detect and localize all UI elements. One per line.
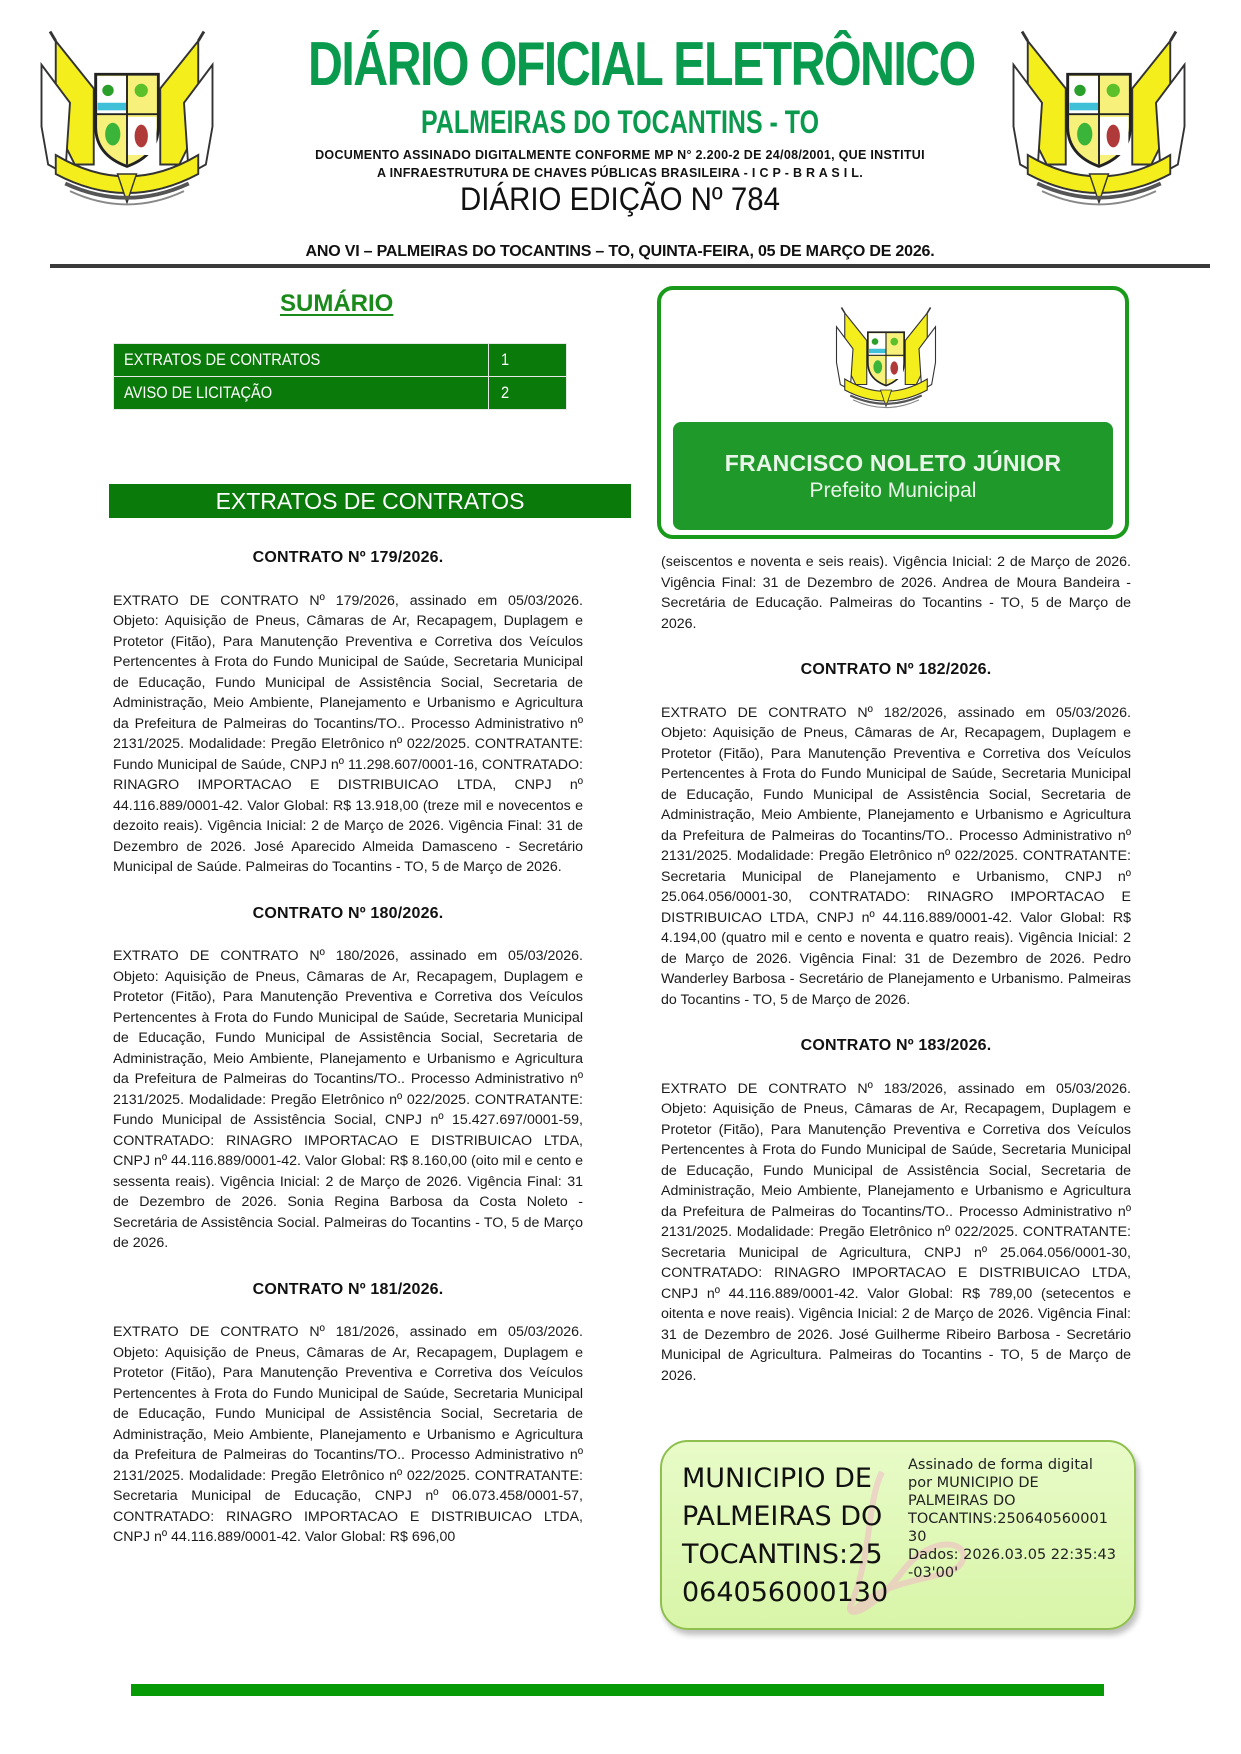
signature-line: -03'00' [908, 1565, 959, 1581]
coat-of-arms-left-icon [32, 22, 222, 212]
contract-body: EXTRATO DE CONTRATO Nº 183/2026, assinado em 05/03/2026. Objeto: Aquisição de Pneus, Câmaras de Ar, Recapagem, Duplagem e Protetor (Fitão), Para Manutenção Preventiva e Corretiva dos Veículos Pertencentes à Frota do Fundo Municipal de Saúde, Secretaria Municipal de Educação, Fundo Municipal de Assistência Social, Secretaria de Administração, Meio Ambiente, Planejamento e Urbanismo e Agricultura da Prefeitura de Palmeiras do Tocantins/TO.. Processo Administrativo nº 2131/2025. Modalidade: Pregão Eletrônico nº 022/2025. CONTRATANTE: Secretaria Municipal de Agricultura, CNPJ nº 25.064.056/0001-30, CONTRATADO: RINAGRO IMPORTACAO E DISTRIBUICAO LTDA, CNPJ nº 44.116.889/0001-42. Valor Global: R$ 789,00 (setecentos e oitenta e nove reais). Vigência Inicial: 2 de Março de 2026. Vigência Final: 31 de Dezembro de 2026. José Guilherme Ribeiro Barbosa - Secretário Municipal de Agricultura. Palmeiras do Tocantins - TO, 5 de Março de 2026. [661, 1080, 1131, 1384]
summary-row-page: 1 [501, 350, 510, 369]
signature-line: PALMEIRAS DO [908, 1493, 1016, 1509]
signature-line: por MUNICIPIO DE [908, 1475, 1039, 1491]
signature-line: Assinado de forma digital [908, 1457, 1093, 1473]
contract-body: EXTRATO DE CONTRATO Nº 182/2026, assinado em 05/03/2026. Objeto: Aquisição de Pneus, Câmaras de Ar, Recapagem, Duplagem e Protetor (Fitão), Para Manutenção Preventiva e Corretiva dos Veículos Pertencentes à Frota do Fundo Municipal de Saúde, Secretaria Municipal de Educação, Fundo Municipal de Assistência Social, Secretaria de Administração, Meio Ambiente, Planejamento e Urbanismo e Agricultura da Prefeitura de Palmeiras do Tocantins/TO.. Processo Administrativo nº 2131/2025. Modalidade: Pregão Eletrônico nº 022/2025. CONTRATANTE: Secretaria Municipal de Planejamento e Urbanismo, CNPJ nº 25.064.056/0001-30, CONTRATADO: RINAGRO IMPORTACAO E DISTRIBUICAO LTDA, CNPJ nº 44.116.889/0001-42. Valor Global: R$ 4.194,00 (quatro mil e cento e noventa e quatro reais). Vigência Inicial: 2 de Março de 2026. Vigência Final: 31 de Dezembro de 2026. Pedro Wanderley Barbosa - Secretário de Planejamento e Urbanismo. Palmeiras do Tocantins - TO, 5 de Março de 2026. [661, 704, 1131, 1008]
coat-of-arms-right-icon [1004, 22, 1194, 212]
legal-notice-line-2: A INFRAESTRUTURA DE CHAVES PÚBLICAS BRASILEIRA - I C P - B R A S I L. [377, 166, 863, 180]
legal-notice [200, 146, 1040, 182]
mayor-name: FRANCISCO NOLETO JÚNIOR [724, 450, 1062, 476]
section-banner-extratos: EXTRATOS DE CONTRATOS [109, 484, 631, 518]
summary-row[interactable] [114, 377, 567, 410]
header-divider [50, 264, 1210, 268]
mayor-banner [673, 422, 1113, 530]
signer-name-large: MUNICIPIO DE PALMEIRAS DO TOCANTINS:25 064056000130 [682, 1463, 889, 1608]
summary-row[interactable] [114, 344, 567, 377]
right-column [661, 552, 1131, 1386]
summary-row-label[interactable]: EXTRATOS DE CONTRATOS [124, 350, 321, 369]
contract-heading: CONTRATO Nº 182/2026. [800, 661, 992, 678]
contract-body: EXTRATO DE CONTRATO Nº 180/2026, assinado em 05/03/2026. Objeto: Aquisição de Pneus, Câmaras de Ar, Recapagem, Duplagem e Protetor (Fitão), Para Manutenção Preventiva e Corretiva dos Veículos Pertencentes à Frota do Fundo Municipal de Saúde, Secretaria Municipal de Educação, Fundo Municipal de Assistência Social, Secretaria de Administração, Meio Ambiente, Planejamento e Urbanismo e Agricultura da Prefeitura de Palmeiras do Tocantins/TO.. Processo Administrativo nº 2131/2025. Modalidade: Pregão Eletrônico nº 022/2025. CONTRATANTE: Fundo Municipal de Assistência Social, CNPJ nº 15.427.697/0001-59, CONTRATADO: RINAGRO IMPORTACAO E DISTRIBUICAO LTDA, CNPJ nº 44.116.889/0001-42. Valor Global: R$ 8.160,00 (oito mil e cento e sessenta reais). Vigência Inicial: 2 de Março de 2026. Vigência Final: 31 de Dezembro de 2026. Sonia Regina Barbosa da Costa Noleto - Secretária de Assistência Social. Palmeiras do Tocantins - TO, 5 de Março de 2026. [113, 948, 583, 1251]
left-column [113, 548, 583, 1548]
contract-body: EXTRATO DE CONTRATO Nº 179/2026, assinado em 05/03/2026. Objeto: Aquisição de Pneus, Câmaras de Ar, Recapagem, Duplagem e Protetor (Fitão), Para Manutenção Preventiva e Corretiva dos Veículos Pertencentes à Frota do Fundo Municipal de Saúde, Secretaria Municipal de Educação, Fundo Municipal de Assistência Social, Secretaria de Administração, Meio Ambiente, Planejamento e Urbanismo e Agricultura da Prefeitura de Palmeiras do Tocantins/TO.. Processo Administrativo nº 2131/2025. Modalidade: Pregão Eletrônico nº 022/2025. CONTRATANTE: Fundo Municipal de Saúde, CNPJ nº 11.298.607/0001-16, CONTRATADO: RINAGRO IMPORTACAO E DISTRIBUICAO LTDA, CNPJ nº 44.116.889/0001-42. Valor Global: R$ 13.918,00 (treze mil e novecentos e dezoito reais). Vigência Inicial: 2 de Março de 2026. Vigência Final: 31 de Dezembro de 2026. José Aparecido Almeida Damasceno - Secretário Municipal de Saúde. Palmeiras do Tocantins - TO, 5 de Março de 2026. [113, 592, 583, 875]
contract-heading: CONTRATO Nº 179/2026. [252, 549, 444, 566]
contract-heading: CONTRATO Nº 183/2026. [800, 1037, 992, 1054]
signature-line: Dados: 2026.03.05 22:35:43 [908, 1547, 1116, 1563]
summary-title: SUMÁRIO [280, 290, 394, 317]
masthead-title: DIÁRIO OFICIAL ELETRÔNICO [308, 30, 975, 99]
summary-table [113, 343, 567, 410]
dateline: ANO VI – PALMEIRAS DO TOCANTINS – TO, QUINTA-FEIRA, 05 DE MARÇO DE 2026. [305, 243, 935, 260]
footer-rule [131, 1684, 1104, 1696]
signature-details [908, 1456, 1130, 1582]
contract-heading: CONTRATO Nº 180/2026. [252, 904, 444, 922]
legal-notice-line-1: DOCUMENTO ASSINADO DIGITALMENTE CONFORME MP N° 2.200-2 DE 24/08/2001, QUE INSTITUI [315, 148, 925, 162]
contract-body: EXTRATO DE CONTRATO Nº 181/2026, assinado em 05/03/2026. Objeto: Aquisição de Pneus, Câmaras de Ar, Recapagem, Duplagem e Protetor (Fitão), Para Manutenção Preventiva e Corretiva dos Veículos Pertencentes à Frota do Fundo Municipal de Saúde, Secretaria Municipal de Educação, Fundo Municipal de Assistência Social, Secretaria de Administração, Meio Ambiente, Planejamento e Urbanismo e Agricultura da Prefeitura de Palmeiras do Tocantins/TO.. Processo Administrativo nº 2131/2025. Modalidade: Pregão Eletrônico nº 022/2025. CONTRATANTE: Secretaria Municipal de Educação, CNPJ nº 06.073.458/0001-57, CONTRATADO: RINAGRO IMPORTACAO E DISTRIBUICAO LTDA, CNPJ nº 44.116.889/0001-42. Valor Global: R$ 696,00 [113, 1324, 583, 1545]
summary-row-label[interactable]: AVISO DE LICITAÇÃO [124, 383, 273, 402]
masthead-subtitle: PALMEIRAS DO TOCANTINS - TO [421, 104, 819, 140]
signature-line: 30 [908, 1529, 927, 1545]
signature-line: TOCANTINS:250640560001 [908, 1511, 1108, 1527]
digital-signature-stamp[interactable] [660, 1440, 1136, 1630]
contract-body-continued: (seiscentos e noventa e seis reais). Vigência Inicial: 2 de Março de 2026. Vigência Final: 31 de Dezembro de 2026. Andrea de Moura Bandeira - Secretária de Educação. Palmeiras do Tocantins - TO, 5 de Março de 2026. [661, 554, 1131, 632]
summary-row-page: 2 [501, 383, 510, 402]
mayor-card [657, 286, 1129, 539]
contract-heading: CONTRATO Nº 181/2026. [252, 1280, 444, 1298]
mayor-role: Prefeito Municipal [809, 479, 977, 502]
edition-number: DIÁRIO EDIÇÃO Nº 784 [460, 181, 780, 217]
coat-of-arms-mini-icon [831, 302, 941, 412]
